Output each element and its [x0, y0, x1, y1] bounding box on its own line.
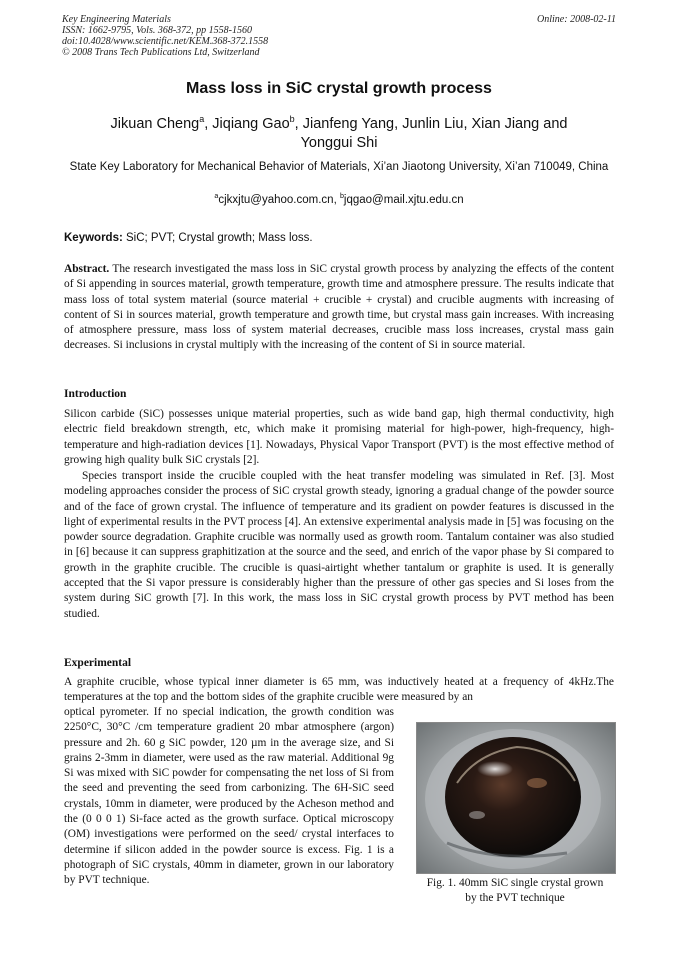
email-line: $^a$cjkxjtu@yahoo.com.cn, $^b$jqgao@mail.xjtu.edu.cn	[214, 192, 464, 206]
affiliation: State Key Laboratory for Mechanical Behavior of Materials, Xi’an Jiaotong University, Xi’an 710049, China	[69, 161, 609, 173]
author-name: Yonggui Shi	[300, 135, 378, 151]
email-mark: a	[214, 192, 219, 201]
journal-name: Key Engineering Materials	[62, 14, 171, 25]
intro-paragraph-2: Species transport inside the crucible coupled with the heat transfer modeling was simulated in Ref. [3]. Most modeling approaches consider the process of SiC crystal growth steady, ignoring a gradual change of the powder source and of the face of grown crystal. The influence of temperature and its gradient on powder features is discussed in the light of experimental results in the PVT process [4]. An extensive experimental analysis made in [5] was focusing on the powder source degradation. Graphite crucible was normally used as growth room. Tantalum container was also studied in [6] because it can suppress graphitization at the source and the seed, and enrich of the vapor phase by Si compared to growth in the graphite crucible. The crucible is quasi-airtight whether tantalum or graphite is used. It is generally accepted that the Si vapor pressure is considerably higher than the pressure of other gas species and Si loses from the system during SiC growth [7]. In this work, the mass loss in SiC crystal growth process by PVT method has been studied.	[64, 470, 614, 620]
author-affil-mark: b	[289, 114, 295, 125]
author-name: Junlin Liu	[402, 116, 464, 132]
keywords-text: SiC; PVT; Crystal growth; Mass loss.	[126, 232, 313, 244]
copyright-line: © 2008 Trans Tech Publications Ltd, Switzerland	[62, 47, 260, 58]
keywords-line	[64, 232, 620, 244]
author-name: Jianfeng Yang	[302, 116, 395, 132]
crystal-photo	[416, 722, 616, 874]
abstract-paragraph	[64, 262, 614, 354]
author-name: Xian Jiang and	[471, 116, 568, 132]
abstract-text: The research investigated the mass loss in SiC crystal growth process by analyzing the effects of the content of Si appending in sources material, growth temperature, growth time and atmosphere pressure. The results indicate that mass loss of total system material (source material + crucible + crystal) and crucible augments with increasing of content of Si in sources material, growth temperature and growth time, but crystal mass gain increases. With increasing of atmosphere pressure, mass loss of system material decreases, crucible mass loss increases, crystal mass gain decreases. Si inclusions in crystal multiply with the increasing of the content of Si in source material.	[64, 263, 614, 352]
section-heading-experimental: Experimental	[64, 657, 132, 669]
author-affil-mark: a	[199, 114, 205, 125]
figure-caption: Fig. 1. 40mm SiC single crystal grown by the PVT technique	[426, 877, 604, 904]
author-name: Jikuan Cheng	[110, 116, 200, 132]
paper-title: Mass loss in SiC crystal growth process	[186, 80, 492, 97]
issn-line: ISSN: 1662-9795, Vols. 368-372, pp 1558-1560	[62, 25, 252, 36]
email-address[interactable]: jqgao@mail.xjtu.edu.cn	[343, 194, 464, 206]
online-date: Online: 2008-02-11	[537, 14, 616, 25]
abstract-label: Abstract.	[64, 263, 110, 275]
keywords-label: Keywords:	[64, 232, 123, 244]
email-mark: b	[339, 192, 344, 201]
email-address[interactable]: cjkxjtu@yahoo.com.cn	[218, 194, 334, 206]
experimental-paragraph-1: A graphite crucible, whose typical inner diameter is 65 mm, was inductively heated at a frequency of 4kHz.The temperatures at the top and the bottom sides of the graphite crucible were measured by an	[64, 676, 614, 704]
intro-paragraph-1: Silicon carbide (SiC) possesses unique material properties, such as wide band gap, high thermal conductivity, high electric field breakdown strength, etc, which make it promising material for high-power, high-frequency, high-temperature and high-radiation devices [1]. Nowadays, Physical Vapor Transport (PVT) is the most effective method of growing high quality bulk SiC crystals [2].	[64, 408, 614, 466]
author-list: Jikuan Cheng$^a$, Jiqiang Gao$^b$, Jianfeng Yang, Junlin Liu, Xian Jiang and Yonggui Shi	[110, 114, 568, 151]
experimental-paragraph-2: optical pyrometer. If no special indication, the growth condition was 2250°C, 30°C /cm temperature gradient 20 mbar atmosphere (argon) pressure and 2h. 60 g SiC powder, 120 µm in the average size, and Si grains 2-3mm in diameter, were used as the raw material. Additional 9g Si was mixed with SiC powder for compensating the net loss of Si from the seed and preventing the seed from carbonizing. The 6H-SiC seed crystals, 10mm in diameter, were produced by the Acheson method and the (0 0 0 1) Si-face acted as the growth surface. Optical microscopy (OM) investigations were performed on the seed/ crystal interfaces to determine if silicon added in the powder source is excess. Fig. 1 is a photograph of SiC crystals, 40mm in diameter, grown in our laboratory by PVT technique.	[64, 706, 394, 887]
doi-line: doi:10.4028/www.scientific.net/KEM.368-372.1558	[62, 36, 269, 47]
section-heading-introduction: Introduction	[64, 388, 127, 400]
journal-header	[62, 14, 618, 58]
author-name: Jiqiang Gao	[212, 116, 290, 132]
